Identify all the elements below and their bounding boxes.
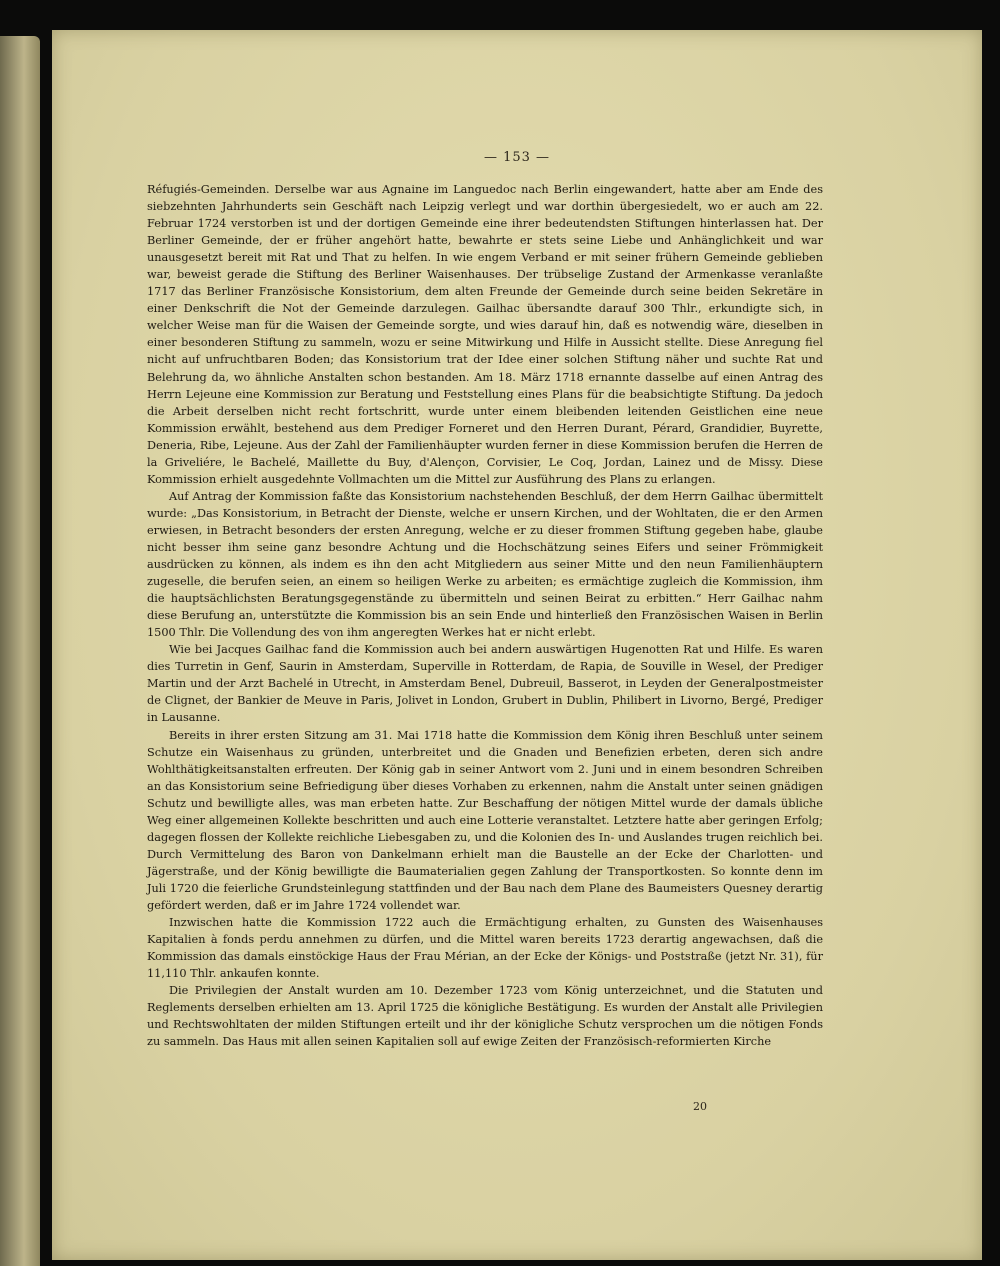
- book-page: [52, 30, 982, 1260]
- paragraph: Die Privilegien der Anstalt wurden am 10. Dezember 1723 vom König unterzeichnet, und die Statuten und Reglements derselben erhielten am 13. April 1725 die königliche Bestätigung. Es wurden der Anstalt alle Privilegien und Rechtswohltaten der milden Stiftungen erteilt und ihr der königliche Schutz versprochen um die nötigen Fonds zu sammeln. Das Haus mit allen seinen Kapitalien soll auf ewige Zeiten der Französisch-reformierten Kirche: [147, 984, 823, 1049]
- paragraph: Réfugiés-Gemeinden. Derselbe war aus Agnaine im Languedoc nach Berlin eingewandert, hatte aber am Ende des siebzehnten Jahrhunderts sein Geschäft nach Leipzig verlegt und war dorthin übergesiedelt, wo er auch am 22. Februar 1724 verstorben ist und der dortigen Gemeinde eine ihrer bedeutendsten Stiftungen hinterlassen hat. Der Berliner Gemeinde, der er früher angehört hatte, bewahrte er stets seine Liebe und Anhänglichkeit und war unausgesetzt bereit mit Rat und That zu helfen. In wie engem Verband er mit seiner frühern Gemeinde geblieben war, beweist gerade die Stiftung des Berliner Waisenhauses. Der trübselige Zustand der Armenkasse veranlaßte 1717 das Berliner Französische Konsistorium, dem alten Freunde der Gemeinde durch seine beiden Sekretäre in einer Denkschrift die Not der Gemeinde darzulegen. Gailhac übersandte darauf 300 Thlr., erkundigte sich, in welcher Weise man für die Waisen der Gemeinde sorgte, und wies darauf hin, daß es notwendig wäre, dieselben in einer besonderen Stiftung zu sammeln, wozu er seine Mitwirkung und Hilfe in Aussicht stellte. Diese Anregung fiel nicht auf unfruchtbaren Boden; das Konsistorium trat der Idee einer solchen Stiftung näher und suchte Rat und Belehrung da, wo ähnliche Anstalten schon bestanden. Am 18. März 1718 ernannte dasselbe auf einen Antrag des Herrn Lejeune eine Kommission zur Beratung und Feststellung eines Plans für die beabsichtigte Stiftung. Da jedoch die Arbeit derselben nicht recht fortschritt, wurde unter einem bleibenden leitenden Geistlichen eine neue Kommission erwählt, bestehend aus dem Prediger Forneret und den Herren Durant, Pérard, Grandidier, Buyrette, Deneria, Ribe, Lejeune. Aus der Zahl der Familienhäupter wurden ferner in diese Kommission berufen die Herren de la Griveliére, le Bachelé, Maillette du Buy, d'Alençon, Corvisier, Le Coq, Jordan, Lainez und de Missy. Diese Kommission erhielt ausgedehnte Vollmachten um die Mittel zur Ausführung des Plans zu erlangen.: [147, 183, 823, 486]
- body-text: [147, 181, 823, 1050]
- paragraph: Bereits in ihrer ersten Sitzung am 31. Mai 1718 hatte die Kommission dem König ihren Beschluß unter seinem Schutze ein Waisenhaus zu gründen, unterbreitet und die Gnaden und Benefizien erbeten, deren sich andre Wohlthätigkeitsanstalten erfreuten. Der König gab in seiner Antwort vom 2. Juni und in einem besondren Schreiben an das Konsistorium seine Befriedigung über dieses Vorhaben zu erkennen, nahm die Anstalt unter seinen gnädigen Schutz und bewilligte alles, was man erbeten hatte. Zur Beschaffung der nötigen Mittel wurde der damals übliche Weg einer allgemeinen Kollekte beschritten und auch eine Lotterie veranstaltet. Letztere hatte aber geringen Erfolg; dagegen flossen der Kollekte reichliche Liebesgaben zu, und die Kolonien des In- und Auslandes trugen reichlich bei. Durch Vermittelung des Baron von Dankelmann erhielt man die Baustelle an der Ecke der Charlotten- und Jägerstraße, und der König bewilligte die Baumaterialien gegen Zahlung der Transportkosten. So konnte denn im Juli 1720 die feierliche Grundsteinlegung stattfinden und der Bau nach dem Plane des Baumeisters Quesney derartig gefördert werden, daß er im Jahre 1724 vollendet war.: [147, 728, 823, 912]
- paragraph: Inzwischen hatte die Kommission 1722 auch die Ermächtigung erhalten, zu Gunsten des Waisenhauses Kapitalien à fonds perdu annehmen zu dürfen, und die Mittel waren bereits 1723 derartig angewachsen, daß die Kommission das damals einstöckige Haus der Frau Mérian, an der Ecke der Königs- und Poststraße (jetzt Nr. 31), für 11,110 Thlr. ankaufen konnte.: [147, 916, 823, 981]
- paragraph: Wie bei Jacques Gailhac fand die Kommission auch bei andern auswärtigen Hugenotten Rat und Hilfe. Es waren dies Turretin in Genf, Saurin in Amsterdam, Superville in Rotterdam, de Rapia, de Souville in Wesel, der Prediger Martin und der Arzt Bachelé in Utrecht, in Amsterdam Benel, Dubreuil, Basserot, in Leyden der Generalpostmeister de Clignet, der Bankier de Meuve in Paris, Jolivet in London, Grubert in Dublin, Philibert in Livorno, Bergé, Prediger in Lausanne.: [147, 643, 823, 725]
- paragraph: Auf Antrag der Kommission faßte das Konsistorium nachstehenden Beschluß, der dem Herrn Gailhac übermittelt wurde: „Das Konsistorium, in Betracht der Dienste, welche er unsern Kirchen, und der Wohltaten, die er den Armen erwiesen, in Betracht besonders der ersten Anregung, welche er zu dieser frommen Stiftung gegeben habe, glaube nicht besser ihm seine ganz besondre Achtung und die Hochschätzung seines Eifers und seiner Frömmigkeit ausdrücken zu können, als indem es ihn den acht Mitgliedern aus seiner Mitte und den neun Familienhäuptern zugeselle, die berufen seien, an einem so heiligen Werke zu arbeiten; es ermächtige zugleich die Kommission, ihm die hauptsächlichsten Beratungsgegenstände zu übermitteln und seinen Beirat zu erbitten.“ Herr Gailhac nahm diese Berufung an, unterstützte die Kommission bis an sein Ende und hinterließ den Französischen Waisen in Berlin 1500 Thlr. Die Vollendung des von ihm angeregten Werkes hat er nicht erlebt.: [147, 489, 823, 640]
- adjacent-page-edge: [0, 36, 40, 1266]
- signature-mark: 20: [693, 1100, 707, 1113]
- page-number: — 153 —: [483, 150, 551, 165]
